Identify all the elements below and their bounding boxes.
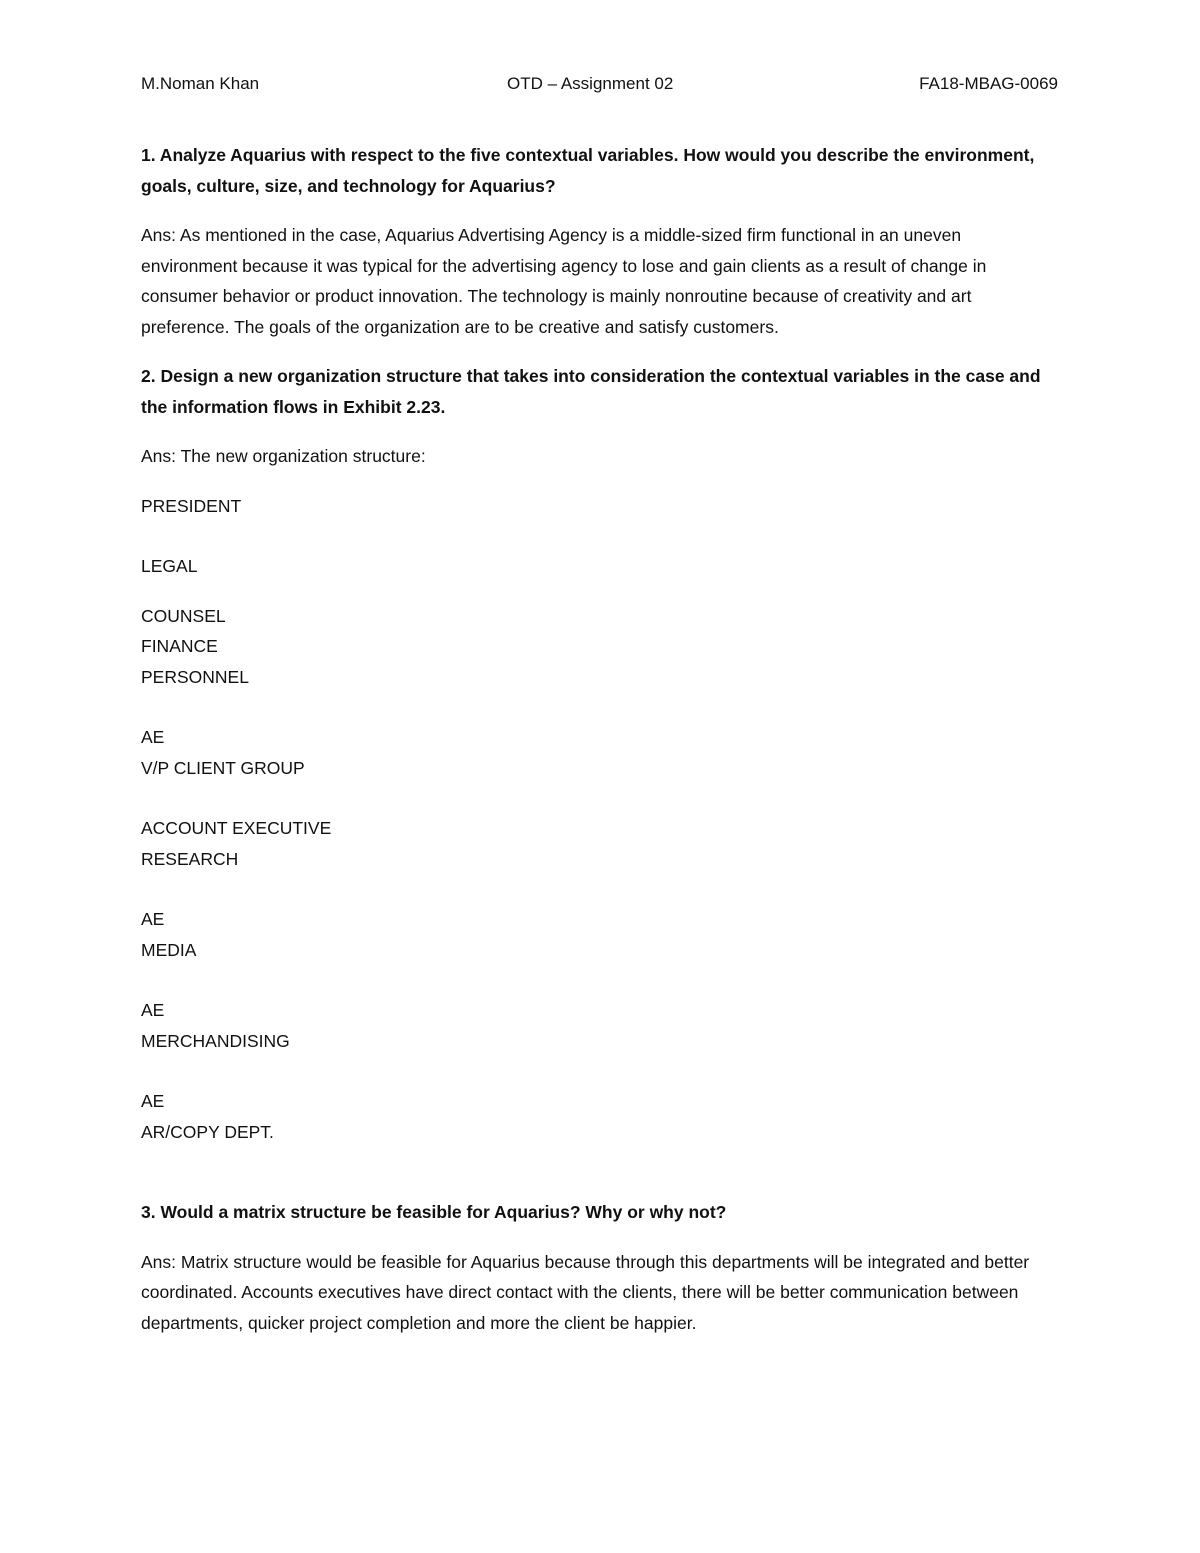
org-structure	[141, 491, 1061, 1148]
org-item: AE	[141, 909, 165, 929]
org-group	[141, 995, 1061, 1056]
page-header	[141, 74, 1058, 98]
org-item: RESEARCH	[141, 848, 239, 869]
org-president: PRESIDENT	[141, 495, 242, 516]
org-item: FINANCE	[141, 636, 218, 656]
org-item: AE	[141, 727, 165, 747]
header-student-id: FA18-MBAG-0069	[919, 74, 1058, 93]
org-item: AR/COPY DEPT.	[141, 1121, 274, 1142]
org-item: AE	[141, 1000, 165, 1020]
answer-1: Ans: As mentioned in the case, Aquarius Advertising Agency is a middle-sized firm functional in an uneven environment because it was typical for the advertising agency to lose and gain clients as a result of change in consumer behavior or product innovation. The technology is mainly nonroutine because of creativity and art preference. The goals of the organization are to be creative and satisfy customers.	[141, 225, 987, 337]
header-title: OTD – Assignment 02	[507, 74, 674, 93]
org-group	[141, 722, 1061, 783]
org-item: MERCHANDISING	[141, 1030, 290, 1051]
document-body	[141, 140, 1061, 1357]
org-item: PERSONNEL	[141, 666, 249, 687]
org-item: COUNSEL	[141, 605, 226, 626]
org-item: MEDIA	[141, 939, 197, 960]
org-item: ACCOUNT EXECUTIVE	[141, 818, 332, 838]
org-item: AE	[141, 1091, 165, 1111]
answer-2: Ans: The new organization structure:	[141, 446, 426, 466]
org-group	[141, 1086, 1061, 1147]
org-staff-list	[141, 601, 1061, 693]
org-group	[141, 813, 1061, 874]
header-author: M.Noman Khan	[141, 74, 260, 93]
question-3: 3. Would a matrix structure be feasible for Aquarius? Why or why not?	[141, 1202, 727, 1222]
answer-3: Ans: Matrix structure would be feasible for Aquarius because through this departments will be integrated and better coordinated. Accounts executives have direct contact with the clients, there will be better communication between departments, quicker project completion and more the client be happier.	[141, 1251, 1030, 1333]
org-item: V/P CLIENT GROUP	[141, 757, 305, 778]
org-legal: LEGAL	[141, 556, 198, 576]
question-2: 2. Design a new organization structure that takes into consideration the contextual variables in the case and the information flows in Exhibit 2.23.	[141, 366, 1041, 417]
question-1: 1. Analyze Aquarius with respect to the five contextual variables. How would you describe the environment, goals, culture, size, and technology for Aquarius?	[141, 145, 1035, 196]
org-group	[141, 904, 1061, 965]
